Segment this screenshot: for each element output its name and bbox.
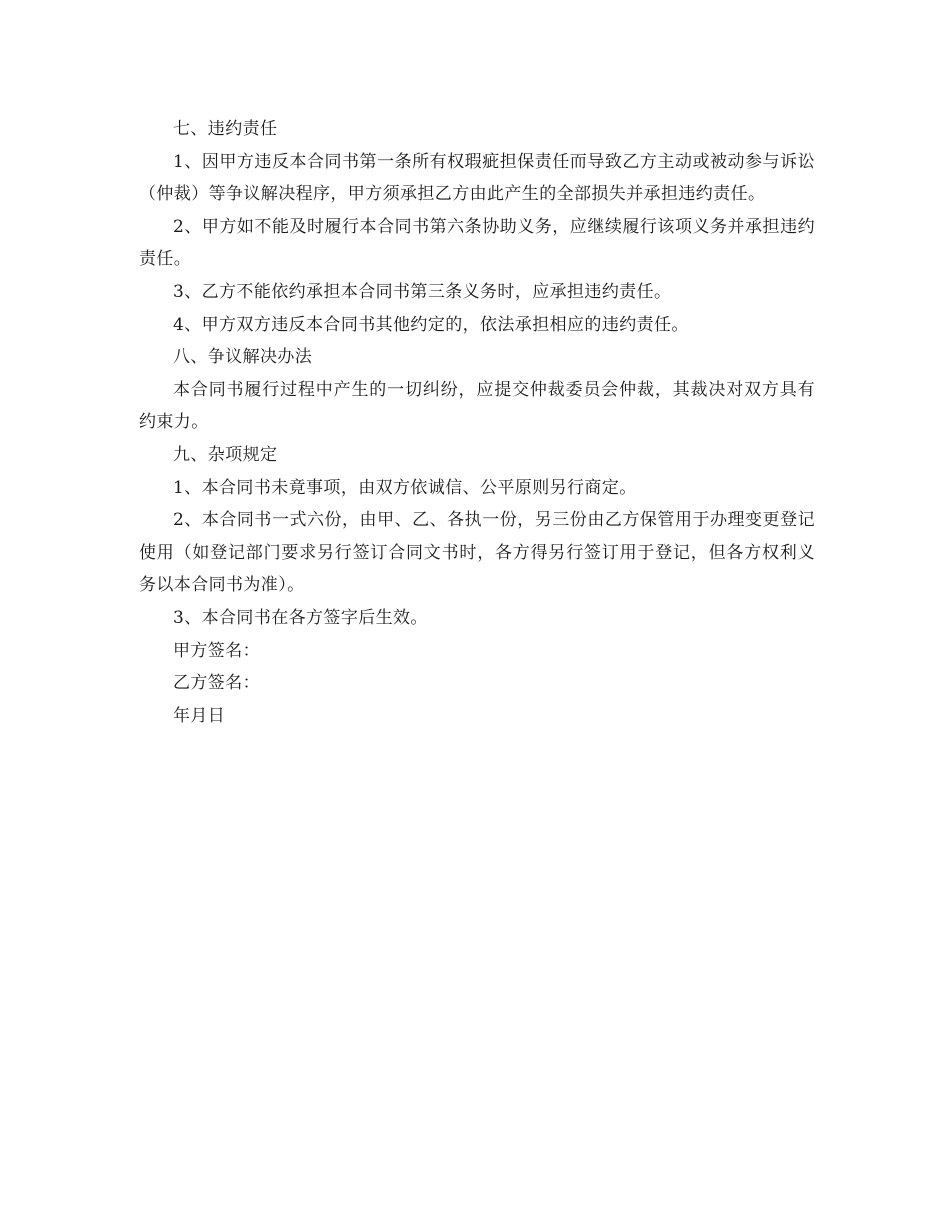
date-line: 年月日 [173, 705, 226, 726]
section-heading-dispute-resolution: 八、争议解决办法 [173, 347, 313, 368]
section-heading-miscellaneous: 九、杂项规定 [173, 444, 278, 465]
clause-paragraph: 2、甲方如不能及时履行本合同书第六条协助义务，应继续履行该项义务并承担违约责任。 [139, 216, 815, 270]
clause-paragraph: 本合同书履行过程中产生的一切纠纷，应提交仲裁委员会仲裁，其裁决对双方具有约束力。 [139, 379, 815, 433]
section-heading-breach-liability: 七、违约责任 [173, 119, 278, 139]
clause-paragraph: 1、因甲方违反本合同书第一条所有权瑕疵担保责任而导致乙方主动或被动参与诉讼（仲裁）等争议解决程序，甲方须承担乙方由此产生的全部损失并承担违约责任。 [139, 151, 815, 205]
party-b-signature-line: 乙方签名： [173, 673, 260, 694]
document-body [139, 113, 815, 732]
clause-paragraph: 3、本合同书在各方签字后生效。 [173, 607, 428, 628]
clause-paragraph: 1、本合同书未竟事项，由双方依诚信、公平原则另行商定。 [173, 477, 637, 498]
clause-paragraph: 3、乙方不能依约承担本合同书第三条义务时，应承担违约责任。 [173, 281, 672, 302]
clause-paragraph: 2、本合同书一式六份，由甲、乙、各执一份，另三份由乙方保管用于办理变更登记使用（如登记部门要求另行签订合同文书时，各方得另行签订用于登记，但各方权利义务以本合同书为准）。 [139, 510, 815, 596]
party-a-signature-line: 甲方签名： [173, 640, 260, 661]
clause-paragraph: 4、甲方双方违反本合同书其他约定的，依法承担相应的违约责任。 [173, 314, 689, 335]
